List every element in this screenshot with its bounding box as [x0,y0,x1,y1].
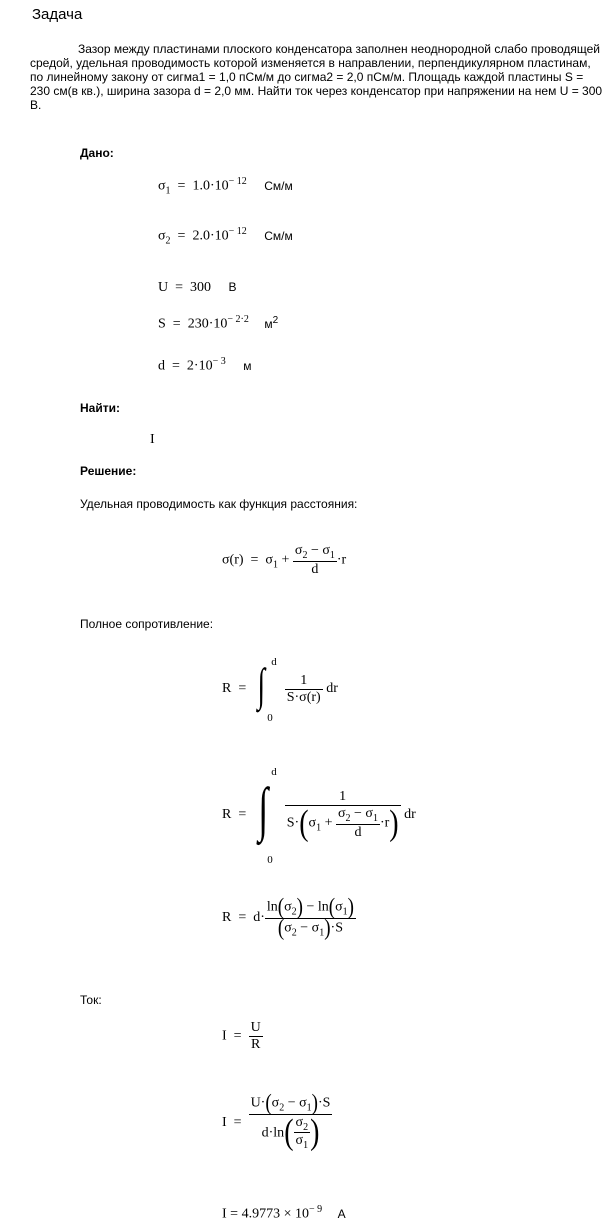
formula-conductivity: $\sigma(r) = \sigma_1$ + $\frac{\sigma_2 - \sigma_1}{d}$ ·r [222,543,347,577]
find-label: Найти: [80,401,120,415]
formula-resistance-expanded: R = ∫ d 0 1 $S\cdot(\sigma_1$ + $\frac{\sigma_2 - \sigma_1}{d}$ ·r) dr [222,766,416,866]
given-area: $S = 230\cdot 10^{- 2\cdot 2}$ $м^2$ [158,314,279,332]
problem-statement: Зазор между пластинами плоского конденсатора заполнен неоднородной слабо проводящей средой, удельная проводимость которой изменяется в направлении, перпендикулярном пластинам, по линейному закону от сигма1 = 1,0 пСм/м до сигма2 = 2,0 пСм/м. Площадь каждой пластины S = 230 см(в кв.), ширина зазора d = 2,0 мм. Найти ток через конденсатор при напряжении на нем U = 300 В. [30,42,603,112]
formula-resistance-result: R = d· $\frac{\ln(\sigma_2) - \ln(\sigma_1)}{(\sigma_2 - \sigma_1)\cdot S}$ [222,894,354,941]
find-value: I [150,432,155,447]
given-sigma2: $\sigma_2 = 2.0\cdot 10^{- 12}$ См/м [158,226,293,247]
result-current: $I = 4.9773 \times 10^{- 9}$ А [222,1204,346,1222]
given-label: Дано: [80,146,114,160]
formula-resistance-integral: R = ∫ d 0 $\frac{1}{S\cdot\sigma(r)}$ dr [222,656,338,724]
current-text: Ток: [80,993,102,1007]
resistance-text: Полное сопротивление: [80,617,214,631]
given-gap: $d = 2\cdot 10^{- 3}$ м [158,356,252,374]
given-voltage: U = 300 В [158,280,237,295]
page-title: Задача [32,6,83,23]
formula-current-expanded: I = $U\cdot(\sigma_2 - \sigma_1)\cdot S$ d·ln( $\frac{\sigma_2}{\sigma_1}$ ) [222,1090,331,1153]
conductivity-text: Удельная проводимость как функция расстояния: [80,497,358,511]
solution-label: Решение: [80,464,137,478]
formula-current-ohm: I = $\frac{U}{R}$ [222,1020,261,1052]
given-sigma1: $\sigma_1 = 1.0\cdot 10^{- 12}$ См/м [158,176,293,197]
